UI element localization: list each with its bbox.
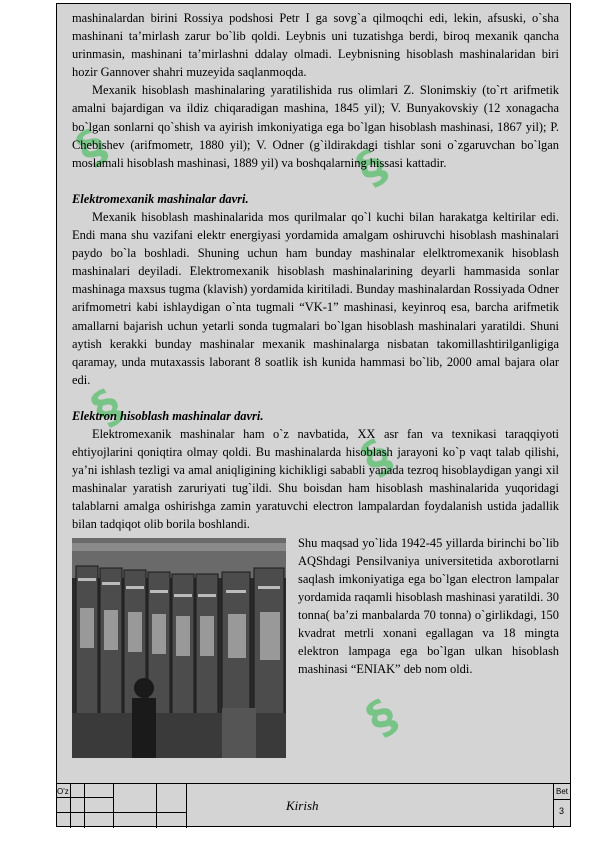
title-block — [56, 783, 571, 827]
eniac-photo — [72, 538, 286, 758]
paragraph: Shu maqsad yo`lida 1942-45 yillarda birinchi bo`lib AQShdagi Pensilvaniya universitetida axborotlarni saqlash imkoniyatiga ega bo`lgan electron lampalar yordamida raqamli hisoblash mashinasi yaratildi. 30 tonna( ba’zi manbalarda 70 tonna) o`girlikdagi, 150 kvadrat metrli xonani egallagan va 18 mingta elektron lampaga ega bo`lgan ulkan hisoblash mashinasi “ENIAK” deb nom oldi. — [298, 535, 559, 677]
paragraph: Mexanik hisoblash mashinalaring yaratilishida rus olimlari Z. Slonimskiy (to`rt arifmetik amalni bajardigan va ildiz chiqaradigan mashina, 1845 yil); V. Bunyakovskiy (12 xonagacha bo`lgan sonlarni qo`shish va ayirish imkoniyatiga ega bo`lgan hisoblash mashinasi, 1867 yil); P. Chebishev (arifmometr, 1880 yil); V. Odner (g`ildirakdagi tishlar soni o`zgaruvchan bo`lgan moslamali hisoblash mashinasi, 1889 yil) va boshqalarning hissasi kattadir. — [72, 83, 559, 170]
paragraph: Mexanik hisoblash mashinalarida mos qurilmalar qo`l kuchi bilan harakatga keltirilar edi. Endi mana shu vazifani elektr energiyasi yordamida amalgam oshiruvchi hisoblash mashinalari paydo bo`la boshladi. Shuning uchun ham bunday mashinalar elelktromexanik hisoblash mashinalari deyiladi. Elektromexanik hisoblash mashinalarining deyarli hammasida sonlar mashinaga maxsus tugma (klavish) yordamida kiritiladi. Bunday mashinalardan Rossiyada Odner arifmometri kabi ishlaydigan o`nta tugmali “VK-1” mashinasi, keyinroq esa, barcha arifmetik amallarni bajarish uchun yetarli sonda tugmalari bo`lgan hisoblash mashinalari yaratildi. Shuni aytish kerakki bunday mashinalar mexanik mashinalarga nisbatan takomillashtirilganligiga qaramay, unda mutaxassis laborant 8 soatlik ish kunida hammasi bo`lib, 2000 amal bajara olar edi. — [72, 209, 559, 387]
watermark-mark: § — [346, 138, 397, 196]
page-number: 3 — [559, 806, 565, 816]
watermark-mark: § — [66, 118, 117, 176]
watermark-mark: § — [81, 378, 132, 436]
page-label: Bet — [556, 787, 569, 796]
paragraph: Elektromexanik mashinalar ham o`z navbatida, XX asr fan va texnikasi taraqqiyoti ehtiyojlarini qoniqtira olmay qoldi. Bu mashinalarda hisoblash jarayoni ko`p vaqt talab qilishi, ya’ni ishlash tezligi va amal aniqligining kichikligi sababli yanada tezroq hisoblaydigan yangi xil mashinalar yaratish zaruriyati tug`ildi. Shu boisdan ham hisoblash mashinalarida yuqoridagi talablarni amalga oshirishga zamin yaratuvchi electron lampalardan foydalanish ustida jadallik bilan tadqiqot olib borila boshlandi. — [72, 426, 559, 532]
stamp-title: Kirish — [286, 798, 319, 813]
section-heading: Elektron hisoblash mashinalar davri. — [72, 408, 264, 423]
section-heading: Elektromexanik mashinalar davri. — [72, 191, 249, 206]
watermark-mark: § — [356, 688, 407, 746]
stamp-left-label: O'z — [57, 787, 69, 796]
watermark-mark: § — [351, 428, 402, 486]
document-body — [72, 9, 559, 758]
paragraph: mashinalardan birini Rossiya podshosi Petr I ga sovg`a qilmoqchi edi, lekin, afsuski, o`sha mashinani ta’mirlash zarur bo`lib qoldi. Leybnis uni tuzatishga berdi, biroq mexanik qancha urinmasin, mashinani ta’mirlashni ddalay olmadi. Leybnisning hisoblash mashinalaridan biri hozir Gannover shahri muzeyida saqlanmoqda. — [72, 11, 559, 80]
